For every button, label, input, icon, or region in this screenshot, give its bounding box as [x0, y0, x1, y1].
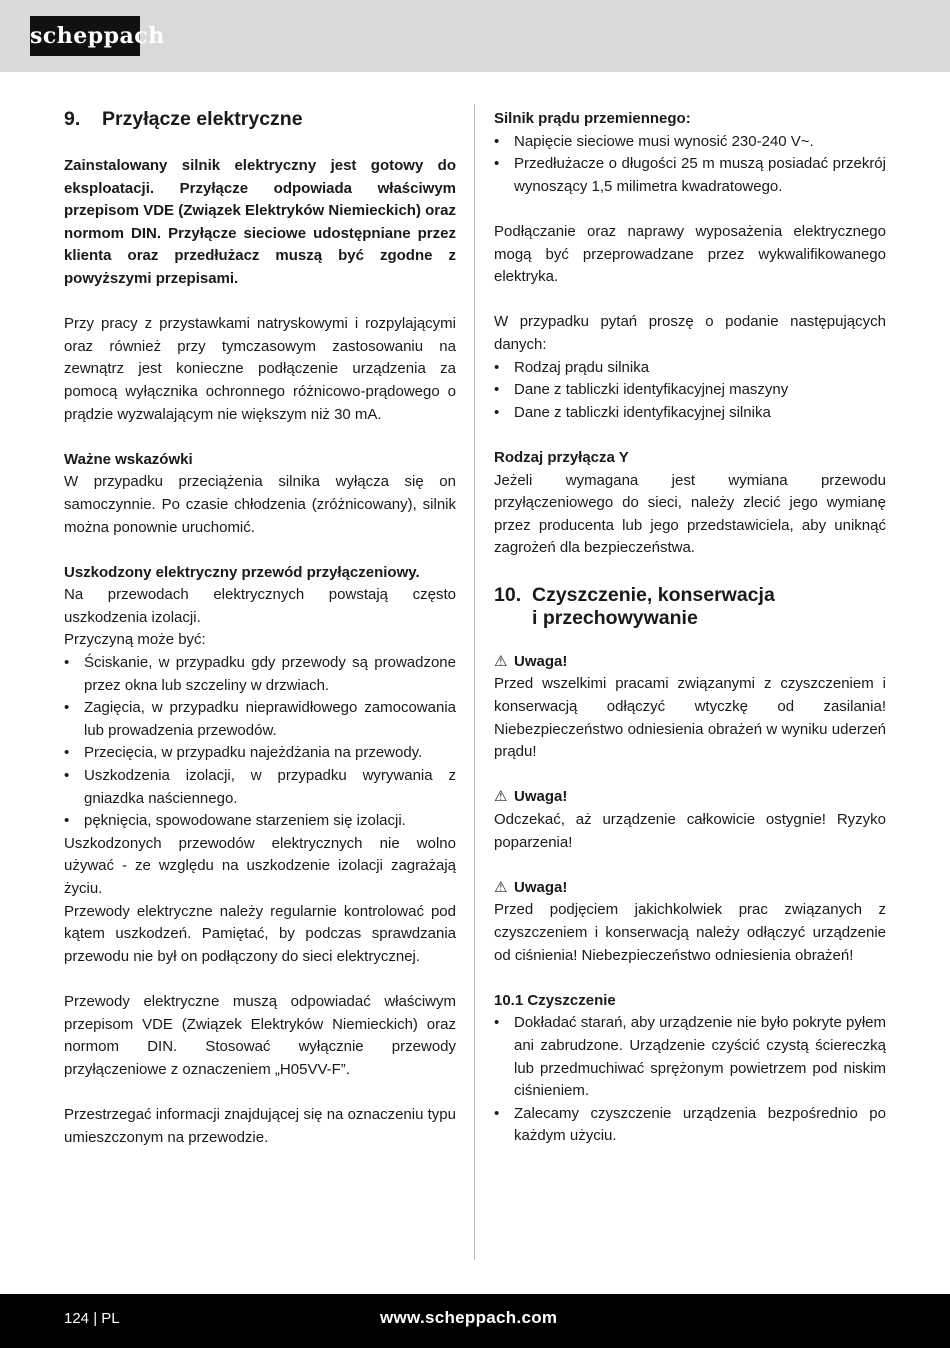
section-9-heading	[64, 108, 456, 131]
y-connection-heading: Rodzaj przyłącza Y	[494, 448, 629, 466]
page-footer	[0, 1294, 950, 1348]
warning-heading	[494, 786, 886, 809]
damaged-cable-heading: Uszkodzony elektryczny przewód przyłączeniowy.	[64, 563, 420, 581]
section-number: 9.	[64, 108, 81, 130]
list-item: • Rodzaj prądu silnika	[494, 357, 886, 380]
warning-label: Uwaga!	[514, 788, 568, 806]
causes-list	[64, 652, 456, 833]
right-column	[494, 108, 886, 1148]
section-title-line2: i przechowywanie	[532, 606, 698, 629]
warning-paragraph: Przed wszelkimi pracami związanymi z czyszczeniem i konserwacją odłączyć wtyczkę od zasilania! Niebezpieczeństwo odniesienia obrażeń w wyniku uderzeń prądu!	[494, 675, 886, 761]
section-title-line1: Czyszczenie, konserwacja	[532, 583, 775, 606]
damaged-warning-paragraph: Uszkodzonych przewodów elektrycznych nie wolno używać - ze względu na uszkodzenie izolacji zagrażają życiu.	[64, 834, 456, 897]
list-item: • Zagięcia, w przypadku nieprawidłowego zamocowania lub prowadzenia przewodów.	[64, 697, 456, 742]
list-item: • Napięcie sieciowe musi wynosić 230-240 V~.	[494, 131, 886, 154]
list-item: • Przedłużacze o długości 25 m muszą posiadać przekrój wynoszący 1,5 milimetra kwadratowego.	[494, 153, 886, 198]
ac-motor-heading: Silnik prądu przemiennego:	[494, 110, 691, 127]
warning-paragraph: Odczekać, aż urządzenie całkowicie ostygnie! Ryzyko poparzenia!	[494, 811, 886, 851]
warning-icon: ⚠	[494, 652, 508, 670]
qualified-electrician-paragraph: Podłączanie oraz naprawy wyposażenia elektrycznego mogą być przeprowadzane przez wykwalifikowanego elektryka.	[494, 222, 886, 286]
notes-paragraph: W przypadku przeciążenia silnika wyłącza się on samoczynnie. Po czasie chłodzenia (zróżnicowany), silnik można ponownie uruchomić.	[64, 473, 456, 536]
y-connection-paragraph: Jeżeli wymagana jest wymiana przewodu przyłączeniowego do sieci, należy zlecić jego wymianę przez producenta lub jego przedstawiciela, aby uniknąć zagrożeń dla bezpieczeństwa.	[494, 471, 886, 557]
page-header	[0, 0, 950, 72]
brand-logo: scheppach	[30, 16, 140, 56]
cause-label: Przyczyną może być:	[64, 631, 206, 649]
cleaning-heading: 10.1 Czyszczenie	[494, 991, 616, 1009]
list-item: • Dane z tabliczki identyfikacyjnej maszyny	[494, 379, 886, 402]
questions-list	[494, 357, 886, 425]
list-item: • Uszkodzenia izolacji, w przypadku wyrywania z gniazdka naściennego.	[64, 765, 456, 810]
notes-heading: Ważne wskazówki	[64, 450, 193, 468]
left-column	[64, 108, 456, 1149]
questions-paragraph: W przypadku pytań proszę o podanie następujących danych:	[494, 313, 886, 353]
warning-icon: ⚠	[494, 878, 508, 896]
list-item: • Dane z tabliczki identyfikacyjnej silnika	[494, 402, 886, 425]
list-item: • Przecięcia, w przypadku najeżdżania na przewody.	[64, 742, 456, 765]
warning-label: Uwaga!	[514, 652, 568, 670]
list-item: • Dokładać starań, aby urządzenie nie było pokryte pyłem ani zabrudzone. Urządzenie czyścić czystą ściereczką lub przedmuchiwać sprężonym powietrzem pod niskim ciśnieniem.	[494, 1012, 886, 1102]
intro-paragraph: Zainstalowany silnik elektryczny jest gotowy do eksploatacji. Przyłącze odpowiada właściwym przepisom VDE (Związek Elektryków Niemieckich) oraz normom DIN. Przyłącze sieciowe udostępniane przez klienta oraz przedłużacz muszą być zgodne z powyższymi przepisami.	[64, 157, 456, 287]
ac-motor-list	[494, 131, 886, 199]
website-link[interactable]: www.scheppach.com	[380, 1308, 558, 1327]
list-item: • Ściskanie, w przypadku gdy przewody są prowadzone przez okna lub szczeliny w drzwiach.	[64, 652, 456, 697]
spray-paragraph: Przy pracy z przystawkami natryskowymi i rozpylającymi oraz również przy tymczasowym zastosowaniu na zewnątrz jest konieczne podłączenie urządzenia za pomocą wyłącznika ochronnego różnicowo-prądowego o prądzie wyzwalającym nie większym niż 30 mA.	[64, 315, 456, 423]
vde-paragraph: Przewody elektryczne muszą odpowiadać właściwym przepisom VDE (Związek Elektryków Niemieckich) oraz normom DIN. Stosować wyłącznie przewody przyłączeniowe z oznaczeniem „H05VV-F”.	[64, 992, 456, 1078]
warning-paragraph: Przed podjęciem jakichkolwiek prac związanych z czyszczeniem i konserwacją należy odłączyć urządzenie od ciśnienia! Niebezpieczeństwo odniesienia obrażeń!	[494, 901, 886, 964]
list-item: • pęknięcia, spowodowane starzeniem się izolacji.	[64, 810, 456, 833]
warning-icon: ⚠	[494, 788, 508, 806]
cleaning-list	[494, 1012, 886, 1148]
warning-heading	[494, 651, 886, 674]
column-divider	[474, 104, 475, 1260]
list-item: • Zalecamy czyszczenie urządzenia bezpośrednio po każdym użyciu.	[494, 1103, 886, 1148]
section-title: Przyłącze elektryczne	[102, 108, 303, 130]
section-number: 10.	[494, 583, 522, 606]
warning-heading	[494, 877, 886, 900]
warning-label: Uwaga!	[514, 878, 568, 896]
type-info-paragraph: Przestrzegać informacji znajdującej się na oznaczeniu typu umieszczonym na przewodzie.	[64, 1105, 456, 1146]
page-number: 124 | PL	[64, 1310, 120, 1327]
section-10-heading	[494, 584, 886, 630]
damaged-cable-paragraph: Na przewodach elektrycznych powstają często uszkodzenia izolacji.	[64, 586, 456, 626]
inspection-paragraph: Przewody elektryczne należy regularnie kontrolować pod kątem uszkodzeń. Pamiętać, by podczas sprawdzania przewodu nie był on podłączony do sieci elektrycznej.	[64, 902, 456, 965]
